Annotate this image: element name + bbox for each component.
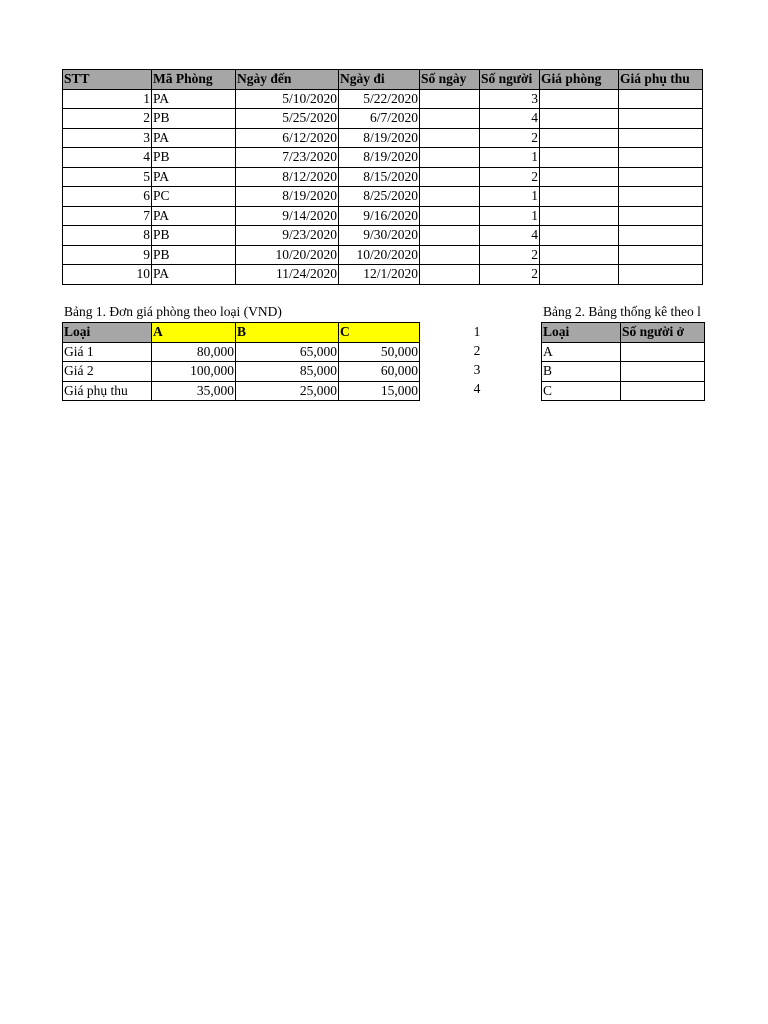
cell-stt[interactable]: 3 [63, 128, 152, 148]
booking-header-row [63, 70, 703, 90]
stats-table [541, 322, 705, 401]
stats-cell-people[interactable] [621, 362, 705, 382]
header-days[interactable]: Số ngày [420, 70, 480, 90]
price-table-caption: Bảng 1. Đơn giá phòng theo loại (VND) [64, 304, 282, 319]
table-row [63, 342, 420, 362]
cell-departure-date[interactable]: 8/19/2020 [339, 148, 420, 168]
cell-departure-date[interactable]: 9/30/2020 [339, 226, 420, 246]
cell-people[interactable]: 1 [480, 148, 540, 168]
side-number[interactable]: 1 [473, 324, 481, 339]
cell-room-price[interactable] [540, 265, 619, 285]
cell-room-code[interactable]: PA [152, 89, 236, 109]
price-header-row [63, 323, 420, 343]
table-row [63, 187, 703, 207]
table-row [63, 265, 703, 285]
cell-arrival-date[interactable]: 9/23/2020 [236, 226, 339, 246]
cell-stt[interactable]: 5 [63, 167, 152, 187]
cell-surcharge[interactable] [619, 187, 703, 207]
cell-people[interactable]: 2 [480, 265, 540, 285]
cell-days[interactable] [420, 89, 480, 109]
stats-cell-type[interactable]: C [542, 381, 621, 401]
cell-room-price[interactable] [540, 148, 619, 168]
cell-stt[interactable]: 9 [63, 245, 152, 265]
cell-people[interactable]: 2 [480, 245, 540, 265]
stats-cell-type[interactable]: B [542, 362, 621, 382]
side-number[interactable]: 4 [473, 381, 481, 396]
cell-departure-date[interactable]: 8/25/2020 [339, 187, 420, 207]
header-departure-date[interactable]: Ngày đi [339, 70, 420, 90]
cell-stt[interactable]: 4 [63, 148, 152, 168]
header-arrival-date[interactable]: Ngày đến [236, 70, 339, 90]
table-row [63, 89, 703, 109]
stats-cell-people[interactable] [621, 381, 705, 401]
price-header-a[interactable]: A [152, 323, 236, 343]
price-cell-c[interactable]: 15,000 [339, 381, 420, 401]
stats-header-people[interactable]: Số người ở [621, 323, 705, 343]
price-cell-type[interactable]: Giá 2 [63, 362, 152, 382]
cell-people[interactable]: 4 [480, 109, 540, 129]
cell-room-code[interactable]: PA [152, 206, 236, 226]
cell-surcharge[interactable] [619, 226, 703, 246]
cell-room-price[interactable] [540, 206, 619, 226]
cell-people[interactable]: 1 [480, 187, 540, 207]
cell-people[interactable]: 2 [480, 167, 540, 187]
cell-room-code[interactable]: PA [152, 128, 236, 148]
table-row [63, 226, 703, 246]
price-header-c[interactable]: C [339, 323, 420, 343]
cell-stt[interactable]: 1 [63, 89, 152, 109]
cell-surcharge[interactable] [619, 89, 703, 109]
cell-room-code[interactable]: PB [152, 245, 236, 265]
cell-days[interactable] [420, 109, 480, 129]
cell-surcharge[interactable] [619, 245, 703, 265]
price-cell-b[interactable]: 65,000 [236, 342, 339, 362]
cell-departure-date[interactable]: 10/20/2020 [339, 245, 420, 265]
cell-room-code[interactable]: PB [152, 109, 236, 129]
cell-room-price[interactable] [540, 187, 619, 207]
header-room-price[interactable]: Giá phòng [540, 70, 619, 90]
side-number[interactable]: 2 [473, 343, 481, 358]
cell-people[interactable]: 1 [480, 206, 540, 226]
cell-stt[interactable]: 8 [63, 226, 152, 246]
cell-departure-date[interactable]: 8/19/2020 [339, 128, 420, 148]
side-number[interactable]: 3 [473, 362, 481, 377]
price-header-type[interactable]: Loại [63, 323, 152, 343]
cell-arrival-date[interactable]: 5/25/2020 [236, 109, 339, 129]
cell-departure-date[interactable]: 5/22/2020 [339, 89, 420, 109]
cell-departure-date[interactable]: 12/1/2020 [339, 265, 420, 285]
price-cell-a[interactable]: 80,000 [152, 342, 236, 362]
cell-room-code[interactable]: PA [152, 167, 236, 187]
cell-surcharge[interactable] [619, 148, 703, 168]
price-cell-a[interactable]: 100,000 [152, 362, 236, 382]
cell-room-code[interactable]: PB [152, 148, 236, 168]
price-cell-type[interactable]: Giá phụ thu [63, 381, 152, 401]
header-surcharge[interactable]: Giá phụ thu [619, 70, 703, 90]
price-cell-c[interactable]: 50,000 [339, 342, 420, 362]
cell-days[interactable] [420, 226, 480, 246]
table-row [542, 381, 705, 401]
price-table [62, 322, 420, 401]
cell-arrival-date[interactable]: 11/24/2020 [236, 265, 339, 285]
cell-room-price[interactable] [540, 89, 619, 109]
table-row [63, 245, 703, 265]
table-row [63, 128, 703, 148]
header-people[interactable]: Số người [480, 70, 540, 90]
cell-days[interactable] [420, 265, 480, 285]
table-row [542, 362, 705, 382]
price-header-b[interactable]: B [236, 323, 339, 343]
cell-room-price[interactable] [540, 226, 619, 246]
cell-arrival-date[interactable]: 10/20/2020 [236, 245, 339, 265]
cell-stt[interactable]: 6 [63, 187, 152, 207]
cell-room-price[interactable] [540, 128, 619, 148]
cell-days[interactable] [420, 148, 480, 168]
table-row [63, 167, 703, 187]
cell-room-price[interactable] [540, 109, 619, 129]
cell-people[interactable]: 4 [480, 226, 540, 246]
cell-surcharge[interactable] [619, 128, 703, 148]
cell-departure-date[interactable]: 9/16/2020 [339, 206, 420, 226]
header-room-code[interactable]: Mã Phòng [152, 70, 236, 90]
table-row [63, 148, 703, 168]
cell-days[interactable] [420, 167, 480, 187]
cell-stt[interactable]: 10 [63, 265, 152, 285]
stats-header-type[interactable]: Loại [542, 323, 621, 343]
cell-room-price[interactable] [540, 167, 619, 187]
cell-arrival-date[interactable]: 7/23/2020 [236, 148, 339, 168]
cell-departure-date[interactable]: 8/15/2020 [339, 167, 420, 187]
cell-room-code[interactable]: PA [152, 265, 236, 285]
booking-table [62, 69, 703, 285]
cell-surcharge[interactable] [619, 167, 703, 187]
price-cell-b[interactable]: 25,000 [236, 381, 339, 401]
table-row [63, 206, 703, 226]
cell-people[interactable]: 3 [480, 89, 540, 109]
cell-arrival-date[interactable]: 5/10/2020 [236, 89, 339, 109]
cell-days[interactable] [420, 206, 480, 226]
cell-arrival-date[interactable]: 8/19/2020 [236, 187, 339, 207]
price-cell-a[interactable]: 35,000 [152, 381, 236, 401]
table-row [63, 381, 420, 401]
stats-cell-people[interactable] [621, 342, 705, 362]
cell-days[interactable] [420, 128, 480, 148]
cell-stt[interactable]: 7 [63, 206, 152, 226]
cell-surcharge[interactable] [619, 265, 703, 285]
header-stt[interactable]: STT [63, 70, 152, 90]
cell-arrival-date[interactable]: 9/14/2020 [236, 206, 339, 226]
cell-stt[interactable]: 2 [63, 109, 152, 129]
stats-header-row [542, 323, 705, 343]
price-cell-c[interactable]: 60,000 [339, 362, 420, 382]
cell-room-code[interactable]: PC [152, 187, 236, 207]
cell-room-price[interactable] [540, 245, 619, 265]
cell-days[interactable] [420, 245, 480, 265]
table-row [63, 362, 420, 382]
stats-cell-type[interactable]: A [542, 342, 621, 362]
price-cell-b[interactable]: 85,000 [236, 362, 339, 382]
cell-days[interactable] [420, 187, 480, 207]
cell-surcharge[interactable] [619, 109, 703, 129]
table-row [63, 109, 703, 129]
cell-room-code[interactable]: PB [152, 226, 236, 246]
cell-surcharge[interactable] [619, 206, 703, 226]
stats-table-caption: Bảng 2. Bảng thống kê theo l [543, 304, 701, 319]
cell-departure-date[interactable]: 6/7/2020 [339, 109, 420, 129]
table-row [542, 342, 705, 362]
cell-arrival-date[interactable]: 6/12/2020 [236, 128, 339, 148]
price-cell-type[interactable]: Giá 1 [63, 342, 152, 362]
cell-people[interactable]: 2 [480, 128, 540, 148]
cell-arrival-date[interactable]: 8/12/2020 [236, 167, 339, 187]
